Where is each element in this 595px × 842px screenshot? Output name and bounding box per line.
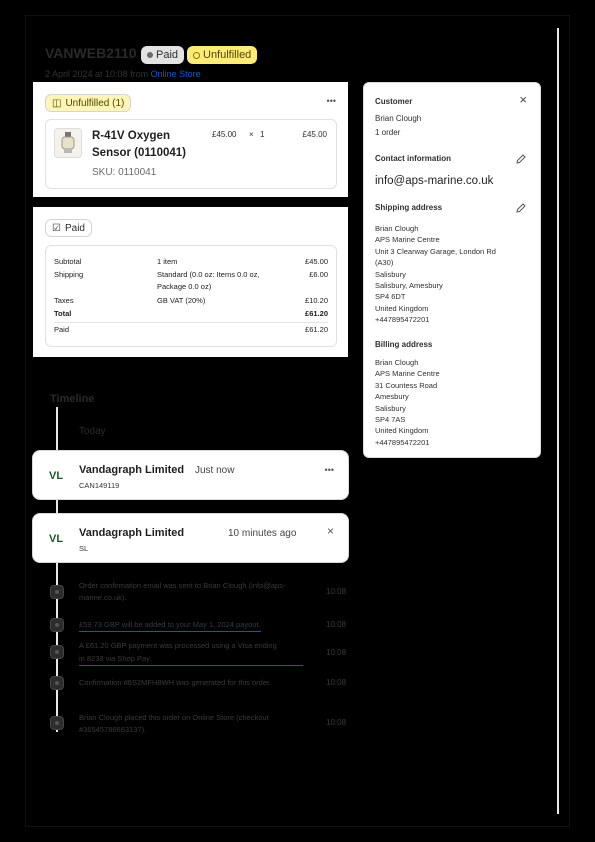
unfulfilled-header-label: Unfulfilled (1) [65, 97, 125, 109]
customer-title: Customer [375, 97, 413, 106]
shipping-line: Brian Clough [375, 224, 419, 233]
timeline-event-dot [50, 676, 64, 690]
source-link[interactable]: Online Store [150, 69, 201, 79]
card-time: Just now [195, 465, 235, 476]
timeline-event-3-line1[interactable]: A £61.20 GBP payment was processed using a Visa ending [79, 641, 277, 650]
shipping-desc-line2: Package 0.0 oz) [157, 282, 212, 291]
card-subtext: CAN149119 [79, 481, 120, 490]
unfulfilled-header-badge [45, 94, 131, 112]
timeline-event-3-line2[interactable]: in 8238 via Shop Pay. [79, 653, 303, 666]
billing-line: Amesbury [375, 392, 409, 402]
order-title: VANWEB2110 [45, 45, 137, 61]
timeline-card-1[interactable] [32, 450, 349, 500]
taxes-amount: £10.20 [305, 296, 328, 305]
company-name: Vandagraph Limited [79, 464, 185, 476]
billing-line: Brian Clough [375, 358, 419, 367]
product-name-line1[interactable]: R-41V Oxygen [92, 130, 170, 142]
timeline-event-dot [50, 618, 64, 632]
times-sign: × [249, 130, 254, 139]
timeline-event-1-time: 10:08 [326, 587, 347, 596]
shipping-desc-line1: Standard (0.0 oz: Items 0.0 oz, [157, 270, 260, 279]
timeline-today-label: Today [79, 426, 106, 437]
quantity: 1 [260, 130, 265, 139]
shipping-line: (A30) [375, 258, 394, 268]
subtotal-amount: £45.00 [305, 257, 328, 266]
line-total: £45.00 [302, 130, 327, 139]
taxes-desc: GB VAT (20%) [157, 296, 206, 305]
card-close-button[interactable]: × [326, 524, 334, 538]
card-subtext: SL [79, 544, 89, 553]
billing-address-block [375, 357, 440, 448]
timeline-event-dot [50, 585, 64, 599]
product-name-line2[interactable]: Sensor (0110041) [92, 147, 186, 159]
card-more-button[interactable]: ••• [324, 465, 334, 475]
timeline-event-dot [50, 716, 64, 730]
fulfillment-badge-label: Unfulfilled [203, 49, 252, 61]
scrollbar[interactable] [557, 28, 559, 814]
card-time: 10 minutes ago [228, 528, 297, 539]
unit-price: £45.00 [212, 130, 237, 139]
fulfillment-more-button[interactable]: ••• [326, 96, 336, 106]
package-icon: ◫ [52, 97, 62, 109]
initials-avatar: VL [49, 470, 64, 482]
timeline-event-4-line1: Confirmation #6S2MFH8WH was generated for this order. [79, 678, 272, 687]
timeline-event-dot [50, 645, 64, 659]
billing-line: SP4 7AS [375, 415, 406, 425]
billing-address-title: Billing address [375, 340, 433, 349]
billing-line: 31 Countess Road [375, 380, 438, 390]
paid-header-label: Paid [64, 222, 85, 234]
shipping-line: United Kingdom [375, 303, 429, 313]
billing-line: Salisbury [375, 403, 406, 413]
paid-status-badge [141, 46, 184, 64]
summary-divider [54, 322, 328, 323]
paid-badge-label: Paid [156, 49, 179, 61]
fulfillment-status-badge [187, 46, 257, 64]
order-date-text: 2 April 2024 at 10:08 from [45, 69, 149, 79]
taxes-label: Taxes [54, 296, 74, 305]
product-thumbnail[interactable] [54, 128, 82, 158]
initials-avatar: VL [49, 533, 64, 545]
total-label: Total [54, 309, 72, 318]
unfulfilled-ring-icon [193, 52, 200, 59]
timeline-event-1-line2: marine.co.uk). [79, 593, 127, 602]
paid-dot-icon [147, 52, 153, 58]
paid-amount: £61.20 [305, 325, 328, 334]
timeline-event-5-line1: Brian Clough placed this order on Online Store (checkout [79, 713, 269, 722]
paid-label: Paid [54, 325, 70, 334]
payment-card [33, 207, 348, 357]
customer-order-count[interactable]: 1 order [375, 128, 401, 137]
shipping-line: SP4 6DT [375, 292, 406, 302]
billing-line: +447895472201 [375, 437, 430, 447]
shipping-line: Salisbury, Amesbury [375, 281, 443, 291]
contact-email[interactable]: info@aps-marine.co.uk [375, 175, 494, 187]
payment-summary [45, 245, 337, 347]
receipt-check-icon: ☑ [52, 222, 61, 234]
shipping-amount: £6.00 [309, 270, 328, 279]
timeline-card-2[interactable] [32, 513, 349, 563]
customer-name-link[interactable]: Brian Clough [375, 114, 422, 123]
fulfillment-card [33, 82, 348, 197]
total-amount: £61.20 [305, 309, 328, 318]
company-name: Vandagraph Limited [79, 527, 185, 539]
order-date [45, 69, 201, 79]
customer-card [363, 82, 541, 458]
pencil-edit-contact-icon[interactable] [515, 153, 527, 165]
billing-line: APS Marine Centre [375, 369, 440, 379]
shipping-line: Salisbury [375, 269, 406, 279]
product-sku: SKU: 0110041 [92, 167, 157, 178]
subtotal-label: Subtotal [54, 257, 82, 266]
paid-header-badge [45, 219, 92, 237]
timeline-event-3-time: 10:08 [326, 648, 347, 657]
billing-line: United Kingdom [375, 426, 429, 436]
timeline-title: Timeline [50, 393, 95, 405]
line-item [45, 119, 337, 189]
pencil-edit-shipping-icon[interactable] [515, 202, 527, 214]
shipping-line: +447895472201 [375, 315, 430, 325]
shipping-label: Shipping [54, 270, 84, 279]
oxygen-sensor-image-icon [58, 131, 78, 155]
shipping-address-block [375, 223, 496, 326]
timeline-event-5-time: 10:08 [326, 718, 347, 727]
shipping-line: Unit 3 Clearway Garage, London Rd [375, 246, 496, 256]
close-icon[interactable]: × [519, 92, 527, 107]
timeline-event-2-line1[interactable]: £59.73 GBP will be added to your May 1, 2024 payout. [79, 619, 261, 632]
timeline-event-5-line2: #36545786663137). [79, 725, 147, 734]
timeline-event-2-time: 10:08 [326, 620, 347, 629]
timeline-event-4-time: 10:08 [326, 678, 347, 687]
timeline-event-1-line1: Order confirmation email was sent to Brian Clough (info@aps- [79, 581, 286, 590]
shipping-line: APS Marine Centre [375, 235, 440, 245]
shipping-address-title: Shipping address [375, 203, 443, 212]
subtotal-desc: 1 item [157, 257, 178, 266]
contact-info-title: Contact information [375, 154, 451, 163]
